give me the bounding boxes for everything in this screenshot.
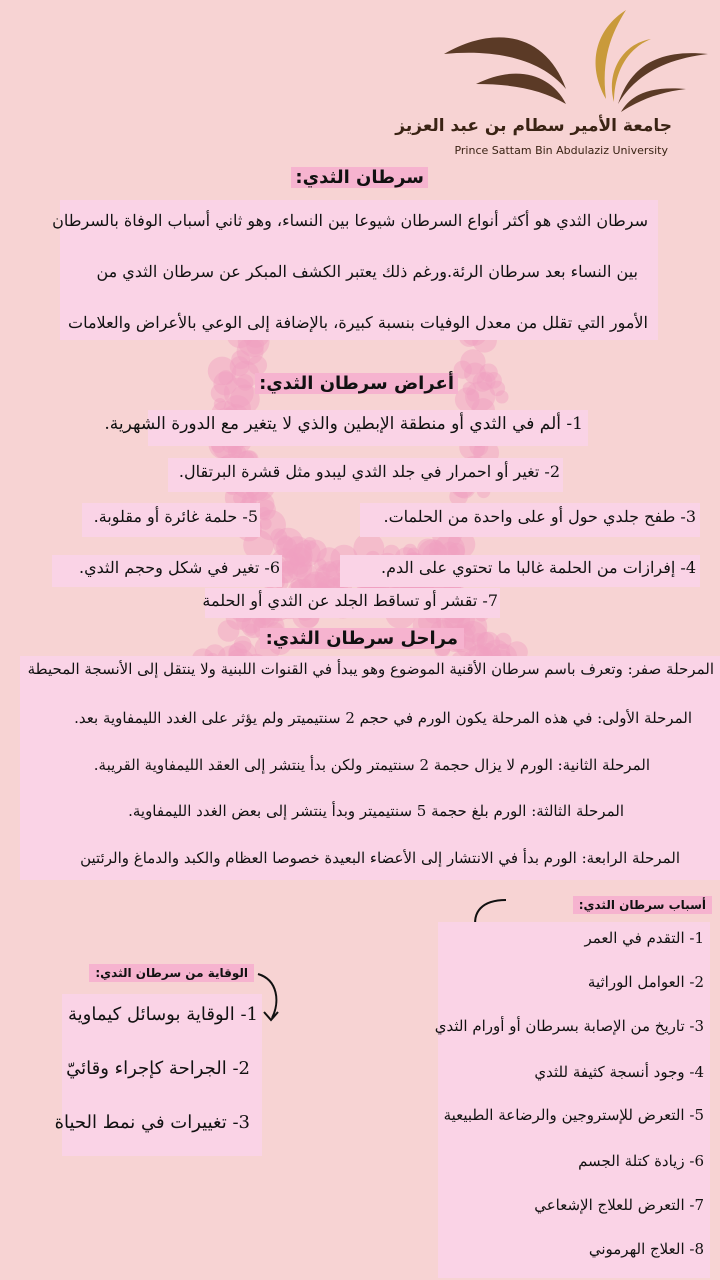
cause-7: 7- التعرض للعلاج الإشعاعي [534, 1196, 704, 1214]
university-name-english: Prince Sattam Bin Abdulaziz University [454, 144, 668, 157]
symptom-2: 2- تغير أو احمرار في جلد الثدي ليبدو مثل قشرة البرتقال. [178, 462, 560, 481]
symptom-7: 7- تقشر أو تساقط الجلد عن الثدي أو الحلمة [202, 591, 498, 610]
causes-title: أسباب سرطان الثدي: [573, 896, 712, 914]
symptom-4: 4- إفرازات من الحلمة غالبا ما تحتوي على الدم. [381, 558, 696, 577]
prevention-title: الوقاية من سرطان الثدي: [89, 964, 254, 982]
cause-3: 3- تاريخ من الإصابة بسرطان أو أورام الثدي [434, 1017, 704, 1035]
intro-line-3: الأمور التي تقلل من معدل الوفيات بنسبة كبيرة، بالإضافة إلى الوعي بالأعراض والعلامات [68, 313, 648, 332]
cause-4: 4- وجود أنسجة كثيفة للثدي [534, 1063, 704, 1081]
symptom-5: 5- حلمة غائرة أو مقلوبة. [93, 507, 258, 526]
stage-1: المرحلة الأولى: في هذه المرحلة يكون الورم في حجم 2 سنتيميتر ولم يؤثر على الغدد الليمفاوية بعد. [74, 709, 692, 727]
stage-2: المرحلة الثانية: الورم لا يزال حجمة 2 سنتيمتر ولكن بدأ ينتشر إلى العقد الليمفاوية القريبة. [93, 756, 650, 774]
symptom-1: 1- ألم في الثدي أو منطقة الإبطين والذي لا يتغير مع الدورة الشهرية. [104, 414, 583, 434]
intro-title: سرطان الثدي: [291, 167, 428, 188]
prevention-3: 3- تغييرات في نمط الحياة [54, 1112, 250, 1133]
cause-5: 5- التعرض للإستروجين والرضاعة الطبيعية [443, 1106, 704, 1124]
cause-2: 2- العوامل الوراثية [587, 973, 704, 991]
prevention-2: 2- الجراحة كإجراء وقائيّ [66, 1058, 250, 1079]
stages-title: مراحل سرطان الثدي: [260, 628, 464, 649]
symptoms-title: أعراض سرطان الثدي: [255, 373, 458, 394]
intro-line-1: سرطان الثدي هو أكثر أنواع السرطان شيوعا بين النساء، وهو ثاني أسباب الوفاة بالسرطان [52, 211, 648, 230]
intro-line-2: بين النساء بعد سرطان الرئة.ورغم ذلك يعتبر الكشف المبكر عن سرطان الثدي من [96, 262, 638, 281]
cause-1: 1- التقدم في العمر [584, 929, 704, 947]
stage-4: المرحلة الرابعة: الورم بدأ في الانتشار إلى الأعضاء البعيدة خصوصا العظام والكبد والدماغ والرئتين [80, 849, 680, 867]
stage-0: المرحلة صفر: وتعرف باسم سرطان الأقنية الموضوع وهو يبدأ في القنوات اللبنية ولا ينتقل إلى الأنسجة المحيطة [27, 660, 714, 678]
logo-emblem-icon [436, 4, 714, 124]
symptom-6: 6- تغير في شكل وحجم الثدي. [79, 558, 280, 577]
university-logo [395, 4, 714, 162]
cause-6: 6- زيادة كتلة الجسم [578, 1152, 704, 1170]
prevention-1: 1- الوقاية بوسائل كيماوية [68, 1004, 258, 1025]
symptom-3: 3- طفح جلدي حول أو على واحدة من الحلمات. [383, 507, 696, 526]
stage-3: المرحلة الثالثة: الورم بلغ حجمة 5 سنتيميتر وبدأ ينتشر إلى بعض الغدد الليمفاوية. [128, 802, 624, 820]
university-name-arabic: جامعة الأمير سطام بن عبد العزيز [395, 116, 672, 136]
cause-8: 8- العلاج الهرموني [588, 1240, 704, 1258]
